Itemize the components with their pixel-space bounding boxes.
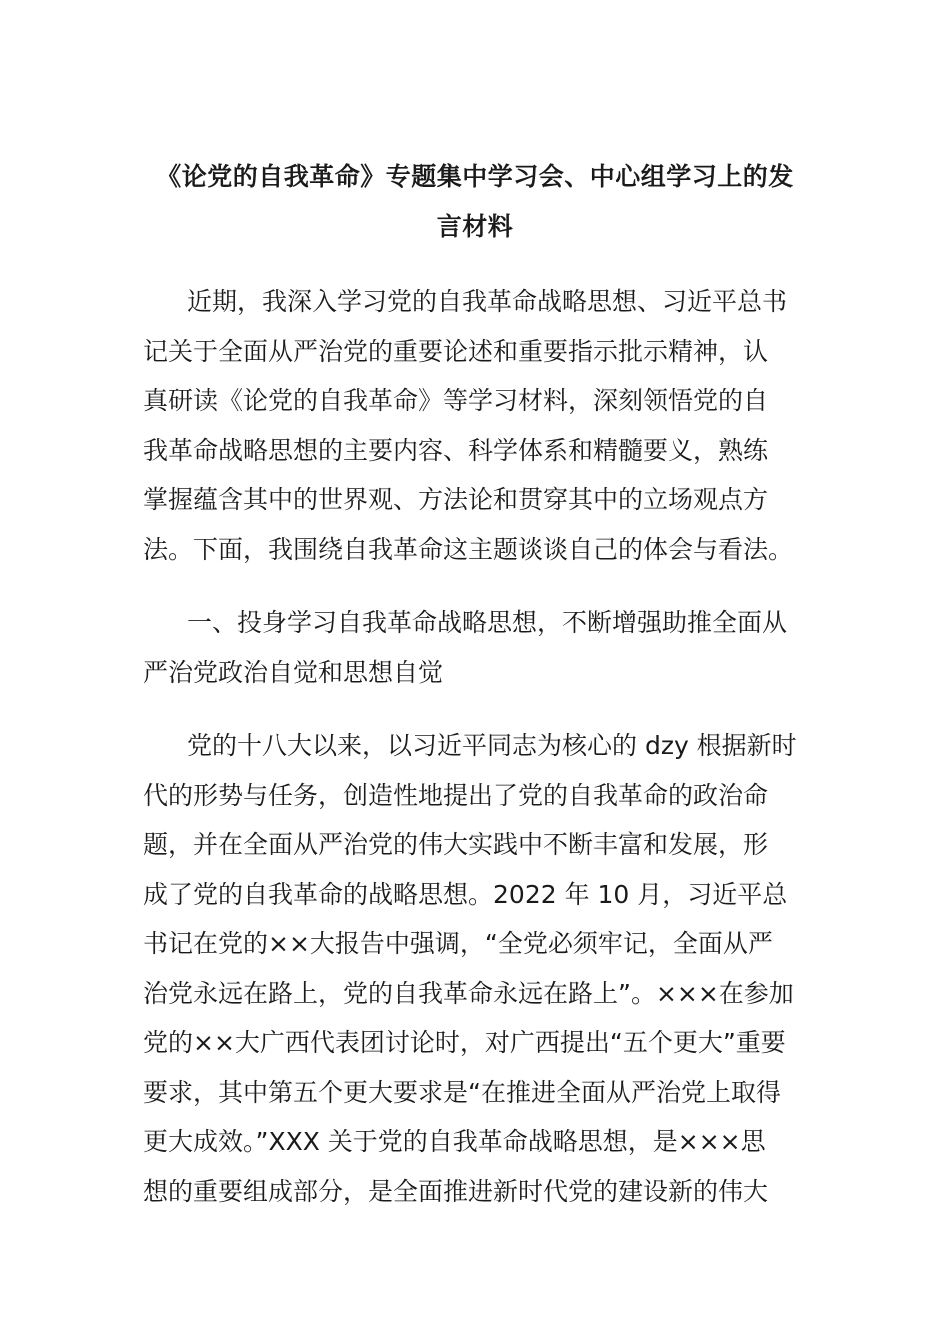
text-line: 治党永远在路上，党的自我革命永远在路上”。×××在参加 bbox=[143, 978, 794, 1008]
section-1-paragraph bbox=[143, 721, 813, 1216]
text-line: 记关于全面从严治党的重要论述和重要指示批示精神，认 bbox=[143, 336, 769, 366]
text-line: 党的十八大以来，以习近平同志为核心的 dzy 根据新时 bbox=[187, 731, 797, 760]
heading-line: 一、投身学习自我革命战略思想，不断增强助推全面从 bbox=[187, 608, 788, 637]
text-line: 真研读《论党的自我革命》等学习材料，深刻领悟党的自 bbox=[143, 386, 769, 415]
heading-line: 严治党政治自觉和思想自觉 bbox=[143, 657, 444, 687]
text-line: 掌握蕴含其中的世界观、方法论和贯穿其中的立场观点方 bbox=[143, 485, 769, 514]
text-line: 法。下面，我围绕自我革命这主题谈谈自己的体会与看法。 bbox=[143, 534, 794, 564]
text-line: 成了党的自我革命的战略思想。2022 年 10 月，习近平总 bbox=[143, 879, 788, 909]
text-line: 书记在党的××大报告中强调，“全党必须牢记，全面从严 bbox=[143, 929, 773, 958]
text-line: 我革命战略思想的主要内容、科学体系和精髓要义，熟练 bbox=[143, 435, 769, 465]
document-title bbox=[140, 152, 810, 252]
text-line: 代的形势与任务，创造性地提出了党的自我革命的政治命 bbox=[143, 780, 769, 810]
text-line: 更大成效。”XXX 关于党的自我革命战略思想，是×××思 bbox=[143, 1127, 766, 1156]
text-line: 党的××大广西代表团讨论时，对广西提出“五个更大”重要 bbox=[143, 1028, 786, 1057]
intro-paragraph bbox=[143, 277, 813, 574]
text-line: 想的重要组成部分，是全面推进新时代党的建设新的伟大 bbox=[143, 1176, 769, 1206]
section-heading-1 bbox=[143, 598, 813, 697]
text-line: 要求，其中第五个更大要求是“在推进全面从严治党上取得 bbox=[143, 1077, 781, 1107]
title-line: 言材料 bbox=[436, 212, 514, 241]
text-line: 题，并在全面从严治党的伟大实践中不断丰富和发展，形 bbox=[143, 830, 769, 859]
title-line: 《论党的自我革命》专题集中学习会、中心组学习上的发 bbox=[156, 162, 794, 191]
text-line: 近期，我深入学习党的自我革命战略思想、习近平总书 bbox=[187, 287, 788, 316]
